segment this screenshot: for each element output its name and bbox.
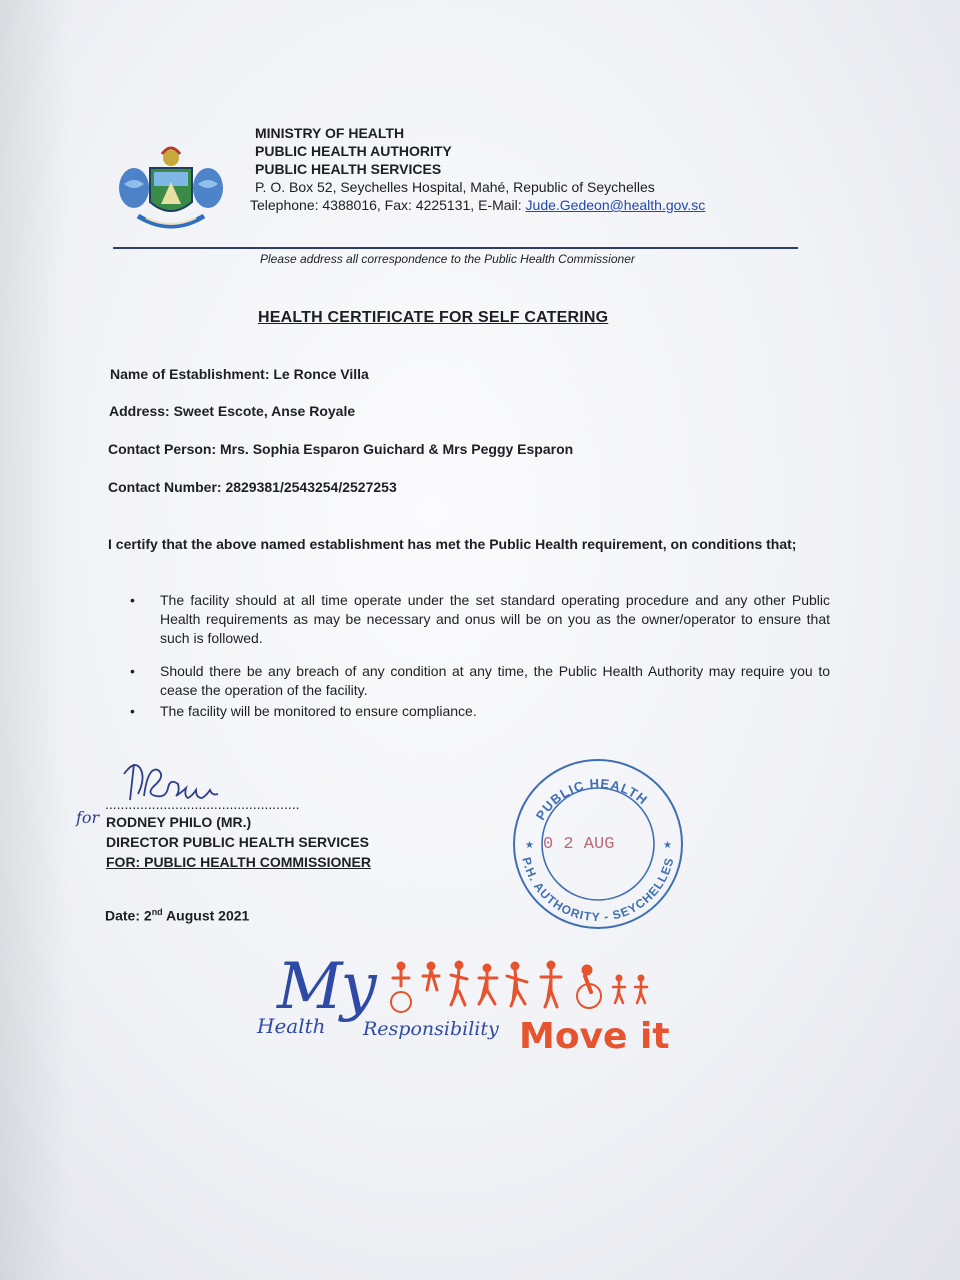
svg-text:P.H. AUTHORITY - SEYCHELLES bbox=[519, 856, 676, 924]
condition-item bbox=[130, 662, 830, 700]
condition-item bbox=[130, 702, 830, 721]
date-rest: August 2021 bbox=[162, 907, 250, 924]
bullet-icon: • bbox=[130, 663, 135, 679]
logo-my-text: My bbox=[277, 950, 375, 1024]
date-prefix: Date: 2 bbox=[105, 907, 152, 924]
authority-name: PUBLIC HEALTH AUTHORITY bbox=[255, 143, 452, 159]
campaign-logo bbox=[255, 952, 675, 1070]
logo-health-text: Health bbox=[257, 1014, 326, 1038]
date-suffix: nd bbox=[151, 907, 163, 917]
signatory-name: RODNEY PHILO (MR.) bbox=[106, 814, 252, 830]
contact-person: Contact Person: Mrs. Sophia Esparon Guichard & Mrs Peggy Esparon bbox=[108, 441, 574, 457]
bullet-icon: • bbox=[130, 703, 135, 719]
stamp-date: 0 2 AUG bbox=[543, 835, 615, 854]
svg-text:★: ★ bbox=[663, 840, 672, 851]
stamp-top-text: PUBLIC HEALTH bbox=[532, 775, 651, 823]
for-handwritten: for bbox=[76, 808, 100, 827]
signatory-role: DIRECTOR PUBLIC HEALTH SERVICES bbox=[106, 834, 369, 850]
signatory-for-line: FOR: PUBLIC HEALTH COMMISSIONER bbox=[106, 854, 371, 870]
condition-text: The facility will be monitored to ensure compliance. bbox=[160, 703, 477, 719]
official-stamp bbox=[503, 752, 693, 942]
bullet-icon: • bbox=[130, 592, 135, 608]
contact-number: Contact Number: 2829381/2543254/2527253 bbox=[108, 479, 397, 495]
condition-text: The facility should at all time operate under the set standard operating procedure and any other Public Health requirements as may be necessary and onus will be on you as the owner/operator to ensure that such is followed. bbox=[160, 592, 830, 646]
ministry-name: MINISTRY OF HEALTH bbox=[255, 125, 405, 141]
postal-address: P. O. Box 52, Seychelles Hospital, Mahé, Republic of Seychelles bbox=[255, 179, 655, 195]
correspondence-note: Please address all correspondence to the Public Health Commissioner bbox=[260, 252, 635, 266]
figures-icon bbox=[387, 960, 667, 1016]
establishment-address: Address: Sweet Escote, Anse Royale bbox=[109, 403, 356, 419]
certificate-title: HEALTH CERTIFICATE FOR SELF CATERING bbox=[258, 309, 609, 326]
logo-move-it-text: Move it bbox=[519, 1016, 670, 1057]
establishment-name: Name of Establishment: Le Ronce Villa bbox=[110, 366, 369, 382]
condition-item bbox=[130, 591, 830, 648]
email-link[interactable]: Jude.Gedeon@health.gov.sc bbox=[525, 197, 706, 213]
signatory-block bbox=[106, 812, 371, 872]
letterhead bbox=[250, 124, 706, 214]
condition-text: Should there be any breach of any condition at any time, the Public Health Authority may require you to cease the operation of the facility. bbox=[160, 663, 830, 698]
contact-details bbox=[250, 196, 705, 214]
stamp-bottom-text: P.H. AUTHORITY - SEYCHELLES bbox=[519, 855, 677, 925]
coat-of-arms-emblem bbox=[116, 144, 226, 232]
contact-prefix: Telephone: 4388016, Fax: 4225131, E-Mail: bbox=[250, 197, 526, 213]
logo-responsibility-text: Responsibility bbox=[363, 1018, 499, 1040]
signature-dotted-line: .................................................. bbox=[105, 796, 300, 812]
letterhead-divider bbox=[113, 247, 798, 249]
conditions-list bbox=[130, 591, 830, 721]
issue-date bbox=[105, 907, 249, 924]
svg-text:★: ★ bbox=[525, 840, 534, 851]
certification-statement: I certify that the above named establishment has met the Public Health requirement, on conditions that; bbox=[108, 536, 797, 552]
services-name: PUBLIC HEALTH SERVICES bbox=[255, 161, 442, 177]
